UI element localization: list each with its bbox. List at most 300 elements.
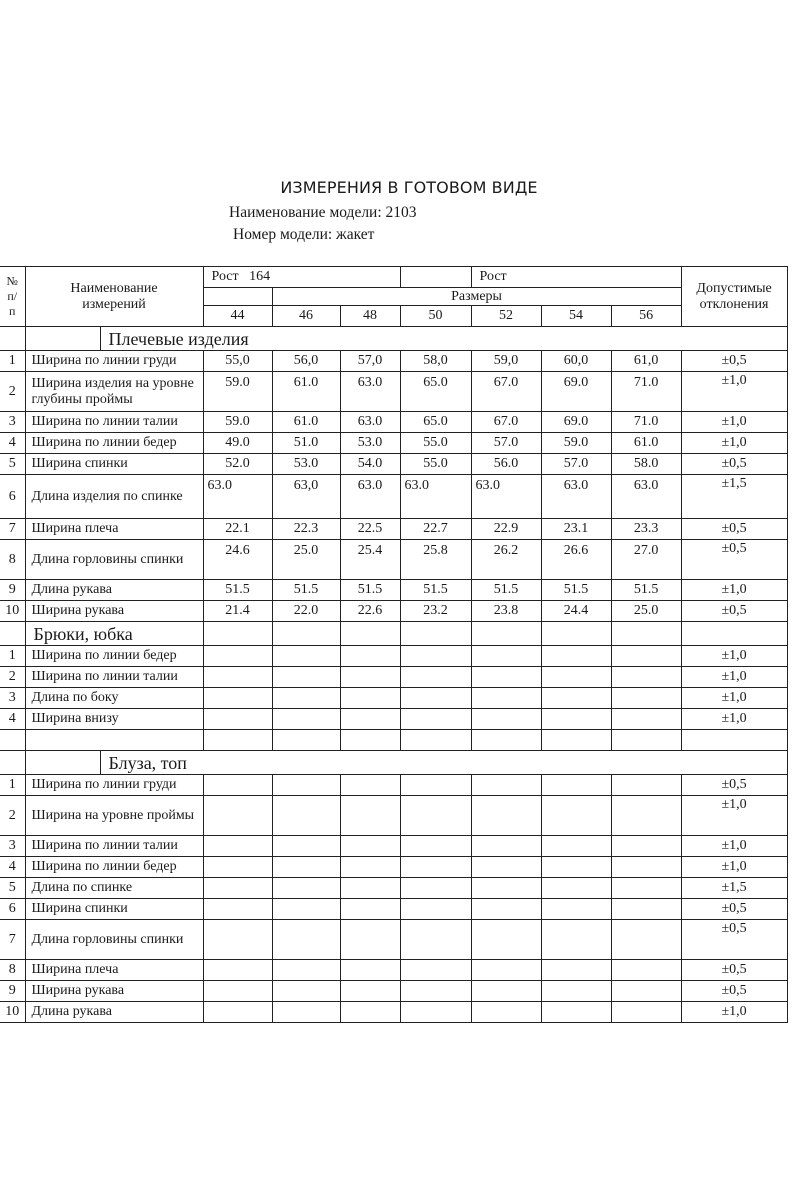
measurement-value-size-46 <box>272 920 340 960</box>
measurement-value-size-48: 51.5 <box>340 580 400 601</box>
blank-cell <box>203 730 272 751</box>
measurement-value-size-48: 57,0 <box>340 351 400 372</box>
measurement-row <box>0 601 787 622</box>
tolerance-value: ±1,0 <box>681 857 787 878</box>
measurement-value-size-48: 63.0 <box>340 412 400 433</box>
measurement-value-size-44 <box>203 920 272 960</box>
measurement-row <box>0 920 787 960</box>
measurement-value-size-56 <box>611 878 681 899</box>
measurement-value-size-50 <box>400 878 471 899</box>
measurement-value-size-46: 22.3 <box>272 519 340 540</box>
tolerance-value: ±1,0 <box>681 667 787 688</box>
measurement-value-size-54 <box>541 1002 611 1023</box>
measurement-value-size-50 <box>400 775 471 796</box>
measurement-value-size-50: 22.7 <box>400 519 471 540</box>
section-blank-cell <box>272 622 340 646</box>
measurement-name: Ширина плеча <box>25 960 203 981</box>
measurement-value-size-50 <box>400 688 471 709</box>
measurement-value-size-56 <box>611 981 681 1002</box>
measurement-value-size-48 <box>340 836 400 857</box>
model-name-line: Наименование модели: 2103 <box>229 204 417 221</box>
measurement-value-size-50: 25.8 <box>400 540 471 580</box>
section-header-row <box>0 751 787 775</box>
measurement-value-size-44 <box>203 709 272 730</box>
header-size-cell: 54 <box>541 306 611 327</box>
section-blank-cell <box>541 622 611 646</box>
measurement-value-size-44 <box>203 981 272 1002</box>
measurement-value-size-50 <box>400 960 471 981</box>
measurement-value-size-52 <box>471 646 541 667</box>
blank-row <box>0 730 787 751</box>
tolerance-value: ±1,0 <box>681 1002 787 1023</box>
measurement-value-size-56: 71.0 <box>611 372 681 412</box>
measurement-value-size-50: 55.0 <box>400 433 471 454</box>
measurement-value-size-56: 61.0 <box>611 433 681 454</box>
measurement-value-size-52: 57.0 <box>471 433 541 454</box>
measurement-value-size-48: 63.0 <box>340 372 400 412</box>
measurement-value-size-48 <box>340 709 400 730</box>
measurement-value-size-48 <box>340 857 400 878</box>
measurement-value-size-44 <box>203 960 272 981</box>
measurement-value-size-52: 56.0 <box>471 454 541 475</box>
measurement-name: Ширина по линии груди <box>25 351 203 372</box>
measurement-value-size-52 <box>471 878 541 899</box>
tolerance-value: ±0,5 <box>681 519 787 540</box>
blank-cell <box>400 730 471 751</box>
measurement-value-size-52 <box>471 667 541 688</box>
measurement-value-size-54 <box>541 981 611 1002</box>
measurement-value-size-48: 22.5 <box>340 519 400 540</box>
header-size-cell: 52 <box>471 306 541 327</box>
measurement-value-size-54 <box>541 775 611 796</box>
measurement-value-size-54 <box>541 667 611 688</box>
measurement-value-size-54 <box>541 960 611 981</box>
measurement-value-size-46 <box>272 709 340 730</box>
measurement-name: Длина рукава <box>25 580 203 601</box>
row-number: 7 <box>0 920 25 960</box>
measurement-name: Ширина по линии бедер <box>25 433 203 454</box>
measurement-value-size-44: 59.0 <box>203 412 272 433</box>
measurement-value-size-52: 59,0 <box>471 351 541 372</box>
row-number: 3 <box>0 688 25 709</box>
blank-cell <box>272 730 340 751</box>
measurement-name: Ширина по линии груди <box>25 775 203 796</box>
section-blank-cell <box>203 622 272 646</box>
measurement-name: Ширина по линии бедер <box>25 646 203 667</box>
measurement-value-size-52: 51.5 <box>471 580 541 601</box>
measurement-value-size-50: 65.0 <box>400 412 471 433</box>
measurement-value-size-50: 55.0 <box>400 454 471 475</box>
measurement-value-size-54: 59.0 <box>541 433 611 454</box>
section-title: Плечевые изделия <box>100 327 787 351</box>
header-tolerance-line: отклонения <box>699 296 769 312</box>
header-tolerance-cell <box>681 267 787 327</box>
row-number: 7 <box>0 519 25 540</box>
measurement-value-size-48 <box>340 796 400 836</box>
row-number: 1 <box>0 775 25 796</box>
measurement-value-size-54: 23.1 <box>541 519 611 540</box>
row-number: 8 <box>0 540 25 580</box>
measurement-value-size-48 <box>340 667 400 688</box>
row-number: 1 <box>0 351 25 372</box>
measurement-value-size-50 <box>400 646 471 667</box>
measurement-value-size-52 <box>471 796 541 836</box>
measurement-value-size-56 <box>611 1002 681 1023</box>
section-header-row <box>0 622 787 646</box>
measurement-value-size-44: 49.0 <box>203 433 272 454</box>
measurement-value-size-54: 69.0 <box>541 372 611 412</box>
measurement-value-size-52 <box>471 775 541 796</box>
row-number: 4 <box>0 857 25 878</box>
measurement-value-size-52 <box>471 920 541 960</box>
model-number-line: Номер модели: жакет <box>233 226 375 243</box>
measurement-value-size-46: 53.0 <box>272 454 340 475</box>
measurement-value-size-56 <box>611 899 681 920</box>
measurement-value-size-46 <box>272 857 340 878</box>
measurement-value-size-56: 25.0 <box>611 601 681 622</box>
measurement-row <box>0 580 787 601</box>
measurement-value-size-44 <box>203 775 272 796</box>
measurement-value-size-52 <box>471 899 541 920</box>
measurement-value-size-46 <box>272 1002 340 1023</box>
section-blank-cell <box>681 622 787 646</box>
measurement-value-size-44: 21.4 <box>203 601 272 622</box>
measurement-value-size-56: 61,0 <box>611 351 681 372</box>
measurement-value-size-46: 63,0 <box>272 475 340 519</box>
section-blank-cell <box>611 622 681 646</box>
measurement-value-size-44 <box>203 646 272 667</box>
measurement-value-size-50 <box>400 981 471 1002</box>
measurement-value-size-44 <box>203 1002 272 1023</box>
measurement-value-size-46 <box>272 960 340 981</box>
measurement-value-size-56 <box>611 796 681 836</box>
measurement-value-size-50 <box>400 857 471 878</box>
tolerance-value: ±1,0 <box>681 646 787 667</box>
measurement-name: Ширина по линии талии <box>25 412 203 433</box>
measurement-value-size-44: 63.0 <box>203 475 272 519</box>
header-number-cell <box>0 267 25 327</box>
measurement-row <box>0 1002 787 1023</box>
header-height-2: Рост <box>471 267 681 288</box>
row-number: 2 <box>0 667 25 688</box>
header-number-line: п <box>9 304 16 318</box>
measurement-value-size-48: 54.0 <box>340 454 400 475</box>
tolerance-value: ±1,0 <box>681 372 787 412</box>
measurement-name: Длина по спинке <box>25 878 203 899</box>
tolerance-value: ±0,5 <box>681 351 787 372</box>
header-blank-44 <box>203 288 272 306</box>
measurement-value-size-54 <box>541 709 611 730</box>
measurement-value-size-48: 53.0 <box>340 433 400 454</box>
section-blank-cell <box>471 622 541 646</box>
measurement-name: Ширина внизу <box>25 709 203 730</box>
measurement-value-size-46: 51.5 <box>272 580 340 601</box>
measurement-value-size-54: 63.0 <box>541 475 611 519</box>
measurement-value-size-56 <box>611 836 681 857</box>
tolerance-value: ±1,0 <box>681 433 787 454</box>
header-name-line: измерений <box>82 296 146 312</box>
measurement-value-size-54 <box>541 920 611 960</box>
measurement-value-size-52: 23.8 <box>471 601 541 622</box>
measurement-row <box>0 412 787 433</box>
measurement-value-size-52 <box>471 709 541 730</box>
tolerance-value: ±1,0 <box>681 412 787 433</box>
measurement-value-size-44 <box>203 796 272 836</box>
measurement-value-size-50 <box>400 796 471 836</box>
measurement-name: Ширина рукава <box>25 601 203 622</box>
measurement-value-size-44 <box>203 899 272 920</box>
measurement-row <box>0 899 787 920</box>
document-title: ИЗМЕРЕНИЯ В ГОТОВОМ ВИДЕ <box>280 178 538 197</box>
measurement-value-size-56 <box>611 709 681 730</box>
measurement-value-size-46 <box>272 981 340 1002</box>
measurements-table <box>0 266 788 1023</box>
measurement-value-size-48 <box>340 775 400 796</box>
section-title: Блуза, топ <box>100 751 787 775</box>
measurement-value-size-46: 61.0 <box>272 412 340 433</box>
measurement-row <box>0 709 787 730</box>
measurement-value-size-44: 59.0 <box>203 372 272 412</box>
measurement-name: Ширина на уровне проймы <box>25 796 203 836</box>
header-number-line: № <box>6 274 18 288</box>
tolerance-value: ±0,5 <box>681 775 787 796</box>
row-number: 8 <box>0 960 25 981</box>
blank-cell <box>0 730 25 751</box>
measurement-row <box>0 454 787 475</box>
row-number: 5 <box>0 454 25 475</box>
row-number: 6 <box>0 899 25 920</box>
measurement-value-size-54 <box>541 836 611 857</box>
measurement-name: Длина рукава <box>25 1002 203 1023</box>
measurement-value-size-50: 63.0 <box>400 475 471 519</box>
section-blank-cell <box>400 622 471 646</box>
measurement-value-size-44: 51.5 <box>203 580 272 601</box>
tolerance-value: ±0,5 <box>681 960 787 981</box>
section-blank-cell <box>340 622 400 646</box>
measurement-value-size-46: 25.0 <box>272 540 340 580</box>
measurement-value-size-48: 22.6 <box>340 601 400 622</box>
measurement-value-size-54 <box>541 796 611 836</box>
row-number: 9 <box>0 981 25 1002</box>
header-size-cell: 46 <box>272 306 340 327</box>
measurement-row <box>0 836 787 857</box>
measurement-name: Ширина по линии талии <box>25 667 203 688</box>
measurement-value-size-44: 52.0 <box>203 454 272 475</box>
measurement-value-size-54: 26.6 <box>541 540 611 580</box>
header-size-cell: 56 <box>611 306 681 327</box>
tolerance-value: ±1,0 <box>681 688 787 709</box>
section-indent-cell <box>25 327 100 351</box>
measurement-value-size-50: 58,0 <box>400 351 471 372</box>
row-number: 3 <box>0 836 25 857</box>
tolerance-value: ±0,5 <box>681 601 787 622</box>
blank-cell <box>611 730 681 751</box>
measurement-value-size-54 <box>541 688 611 709</box>
header-sizes-label: Размеры <box>272 288 681 306</box>
measurement-row <box>0 519 787 540</box>
measurement-row <box>0 475 787 519</box>
header-measurement-name-cell <box>25 267 203 327</box>
measurement-value-size-52: 67.0 <box>471 372 541 412</box>
measurement-name: Ширина по линии талии <box>25 836 203 857</box>
measurement-value-size-56 <box>611 667 681 688</box>
tolerance-value: ±1,0 <box>681 709 787 730</box>
measurement-value-size-52: 67.0 <box>471 412 541 433</box>
measurement-value-size-56 <box>611 960 681 981</box>
measurement-value-size-54: 51.5 <box>541 580 611 601</box>
measurement-value-size-48: 63.0 <box>340 475 400 519</box>
measurement-value-size-48 <box>340 981 400 1002</box>
measurement-value-size-56 <box>611 688 681 709</box>
measurement-value-size-44 <box>203 667 272 688</box>
row-number: 5 <box>0 878 25 899</box>
row-number: 3 <box>0 412 25 433</box>
measurement-value-size-48 <box>340 899 400 920</box>
blank-cell <box>471 730 541 751</box>
measurement-value-size-46 <box>272 796 340 836</box>
measurement-value-size-50: 51.5 <box>400 580 471 601</box>
measurement-value-size-44 <box>203 878 272 899</box>
measurement-value-size-46: 22.0 <box>272 601 340 622</box>
measurement-value-size-52 <box>471 836 541 857</box>
measurement-value-size-56 <box>611 775 681 796</box>
tolerance-value: ±0,5 <box>681 540 787 580</box>
blank-cell <box>541 730 611 751</box>
measurement-row <box>0 688 787 709</box>
measurement-value-size-56: 63.0 <box>611 475 681 519</box>
measurement-name: Длина изделия по спинке <box>25 475 203 519</box>
measurement-value-size-50 <box>400 899 471 920</box>
measurement-name: Ширина рукава <box>25 981 203 1002</box>
measurement-value-size-54 <box>541 646 611 667</box>
measurement-row <box>0 433 787 454</box>
measurement-value-size-56: 23.3 <box>611 519 681 540</box>
tolerance-value: ±1,0 <box>681 836 787 857</box>
measurements-table-body <box>0 267 787 1023</box>
measurement-value-size-44: 24.6 <box>203 540 272 580</box>
measurement-value-size-44: 55,0 <box>203 351 272 372</box>
row-number: 4 <box>0 709 25 730</box>
header-tolerance-line: Допустимые <box>696 280 772 296</box>
measurement-name: Ширина плеча <box>25 519 203 540</box>
measurement-value-size-46 <box>272 899 340 920</box>
measurement-name: Ширина спинки <box>25 454 203 475</box>
header-name-line: Наименование <box>70 280 158 296</box>
measurement-value-size-56 <box>611 857 681 878</box>
measurement-value-size-54: 57.0 <box>541 454 611 475</box>
row-number: 2 <box>0 796 25 836</box>
tolerance-value: ±0,5 <box>681 981 787 1002</box>
measurement-value-size-56: 51.5 <box>611 580 681 601</box>
tolerance-value: ±1,5 <box>681 878 787 899</box>
measurement-name: Ширина по линии бедер <box>25 857 203 878</box>
measurement-row <box>0 960 787 981</box>
measurement-value-size-54: 60,0 <box>541 351 611 372</box>
measurement-value-size-46 <box>272 646 340 667</box>
measurement-row <box>0 981 787 1002</box>
measurement-value-size-50 <box>400 709 471 730</box>
blank-cell <box>340 730 400 751</box>
header-size-cell: 50 <box>400 306 471 327</box>
measurement-value-size-48 <box>340 646 400 667</box>
measurement-value-size-46 <box>272 775 340 796</box>
header-height-164: Рост 164 <box>203 267 400 288</box>
measurement-row <box>0 667 787 688</box>
header-size-cell: 44 <box>203 306 272 327</box>
tolerance-value: ±1,0 <box>681 580 787 601</box>
measurement-value-size-50: 23.2 <box>400 601 471 622</box>
measurement-value-size-52 <box>471 1002 541 1023</box>
measurement-value-size-44 <box>203 857 272 878</box>
measurement-value-size-44: 22.1 <box>203 519 272 540</box>
section-number-blank <box>0 327 25 351</box>
tolerance-value: ±0,5 <box>681 454 787 475</box>
section-title: Брюки, юбка <box>25 622 203 646</box>
row-number: 9 <box>0 580 25 601</box>
measurement-row <box>0 646 787 667</box>
measurement-value-size-46 <box>272 836 340 857</box>
measurement-value-size-56 <box>611 646 681 667</box>
measurement-row <box>0 878 787 899</box>
tolerance-value: ±0,5 <box>681 899 787 920</box>
measurement-value-size-46 <box>272 878 340 899</box>
tolerance-value: ±1,5 <box>681 475 787 519</box>
measurement-name: Длина горловины спинки <box>25 540 203 580</box>
measurement-value-size-52: 26.2 <box>471 540 541 580</box>
measurement-row <box>0 857 787 878</box>
measurement-value-size-56: 27.0 <box>611 540 681 580</box>
measurement-name: Длина по боку <box>25 688 203 709</box>
header-height-blank <box>400 267 471 288</box>
measurement-row <box>0 351 787 372</box>
row-number: 6 <box>0 475 25 519</box>
section-number-blank <box>0 751 25 775</box>
measurement-value-size-46: 51.0 <box>272 433 340 454</box>
row-number: 10 <box>0 1002 25 1023</box>
header-size-cell: 48 <box>340 306 400 327</box>
measurement-value-size-52 <box>471 960 541 981</box>
measurement-value-size-46 <box>272 667 340 688</box>
measurement-value-size-56 <box>611 920 681 960</box>
measurement-value-size-44 <box>203 688 272 709</box>
measurement-value-size-48 <box>340 878 400 899</box>
header-number-line: п/ <box>7 289 18 303</box>
measurement-value-size-48 <box>340 688 400 709</box>
measurement-name: Длина горловины спинки <box>25 920 203 960</box>
measurement-value-size-56: 58.0 <box>611 454 681 475</box>
blank-cell <box>25 730 203 751</box>
measurement-row <box>0 372 787 412</box>
measurement-value-size-48: 25.4 <box>340 540 400 580</box>
measurement-row <box>0 796 787 836</box>
row-number: 2 <box>0 372 25 412</box>
section-indent-cell <box>25 751 100 775</box>
measurement-value-size-52: 22.9 <box>471 519 541 540</box>
measurement-value-size-54: 69.0 <box>541 412 611 433</box>
measurement-value-size-46: 56,0 <box>272 351 340 372</box>
measurement-value-size-46 <box>272 688 340 709</box>
measurement-value-size-52 <box>471 981 541 1002</box>
measurement-row <box>0 775 787 796</box>
measurement-value-size-50 <box>400 836 471 857</box>
blank-cell <box>681 730 787 751</box>
measurement-value-size-52 <box>471 688 541 709</box>
measurement-name: Ширина изделия на уровне глубины проймы <box>25 372 203 412</box>
measurement-value-size-44 <box>203 836 272 857</box>
tolerance-value: ±1,0 <box>681 796 787 836</box>
row-number: 4 <box>0 433 25 454</box>
measurement-value-size-46: 61.0 <box>272 372 340 412</box>
